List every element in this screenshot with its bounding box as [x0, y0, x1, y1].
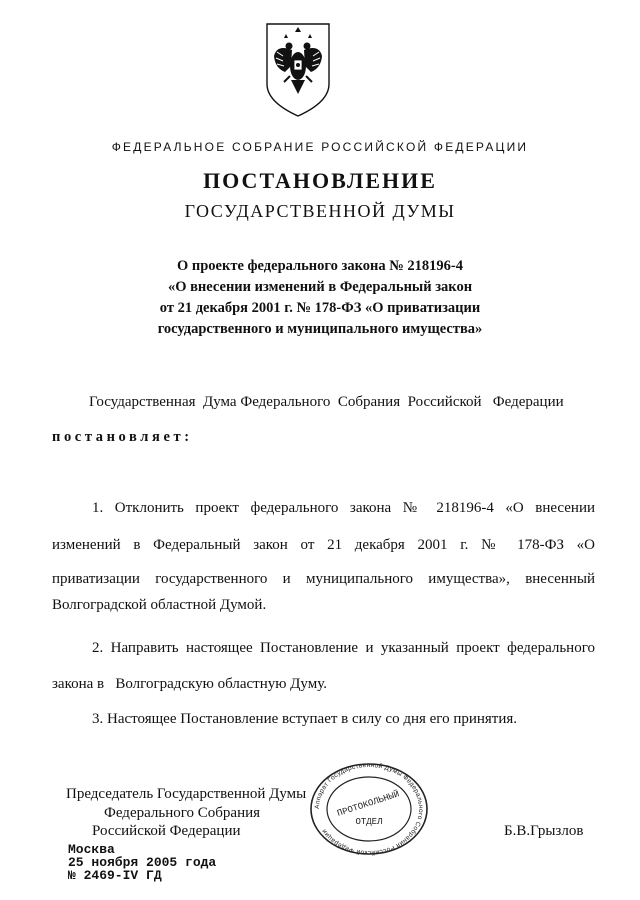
document-subtitle: ГОСУДАРСТВЕННОЙ ДУМЫ — [184, 201, 456, 221]
paragraph-1-line: приватизации государственного и муниципального имущества», внесенный — [52, 571, 595, 587]
intro-line: Государственная Дума Федерального Собрания Российской Федерации — [89, 394, 564, 410]
paragraph-1-line: Волгоградской областной Думой. — [52, 597, 267, 613]
paragraph-3: 3. Настоящее Постановление вступает в силу со дня его принятия. — [92, 711, 518, 727]
stamp-bottom-text: ОТДЕЛ — [355, 817, 383, 827]
organization-name: ФЕДЕРАЛЬНОЕ СОБРАНИЕ РОССИЙСКОЙ ФЕДЕРАЦИИ — [111, 140, 529, 154]
subject-line: О проекте федерального закона № 218196-4 — [176, 258, 464, 274]
paragraph-1-line: изменений в Федеральный закон от 21 декабря 2001 г. № 178-ФЗ «О — [52, 537, 595, 553]
document-date: 25 ноября 2005 года — [68, 855, 217, 870]
document-subject — [0, 256, 640, 340]
signatory-title-line: Председатель Государственной Думы — [66, 786, 307, 802]
paragraph-2-line: закона в Волгоградскую областную Думу. — [52, 676, 327, 692]
protocol-department-stamp — [308, 762, 430, 856]
document-title: ПОСТАНОВЛЕНИЕ — [203, 168, 437, 193]
subject-line: от 21 декабря 2001 г. № 178-ФЗ «О приватизации — [159, 300, 481, 316]
subject-line: «О внесении изменений в Федеральный закон — [167, 279, 473, 295]
subject-line: государственного и муниципального имущества» — [157, 321, 483, 337]
paragraph-2-line: 2. Направить настоящее Постановление и указанный проект федерального — [92, 640, 595, 656]
registration-number: № 2469-IV ГД — [68, 868, 162, 883]
signatory-title-line: Федерального Собрания — [104, 805, 261, 821]
paragraph-1-line: 1. Отклонить проект федерального закона № 218196-4 «О внесении — [92, 500, 595, 516]
signatory-name: Б.В.Грызлов — [504, 823, 584, 839]
stamp-middle-text: ПРОТОКОЛЬНЫЙ — [336, 789, 401, 819]
stamp-ring-text: Аппарат Государственной Думы Федерального Собрания Российской Федерации — [313, 762, 425, 856]
russian-coat-of-arms-icon — [265, 22, 331, 118]
decree-word: постановляет: — [52, 429, 193, 445]
city: Москва — [68, 842, 115, 857]
signatory-title-line: Российской Федерации — [92, 823, 241, 839]
